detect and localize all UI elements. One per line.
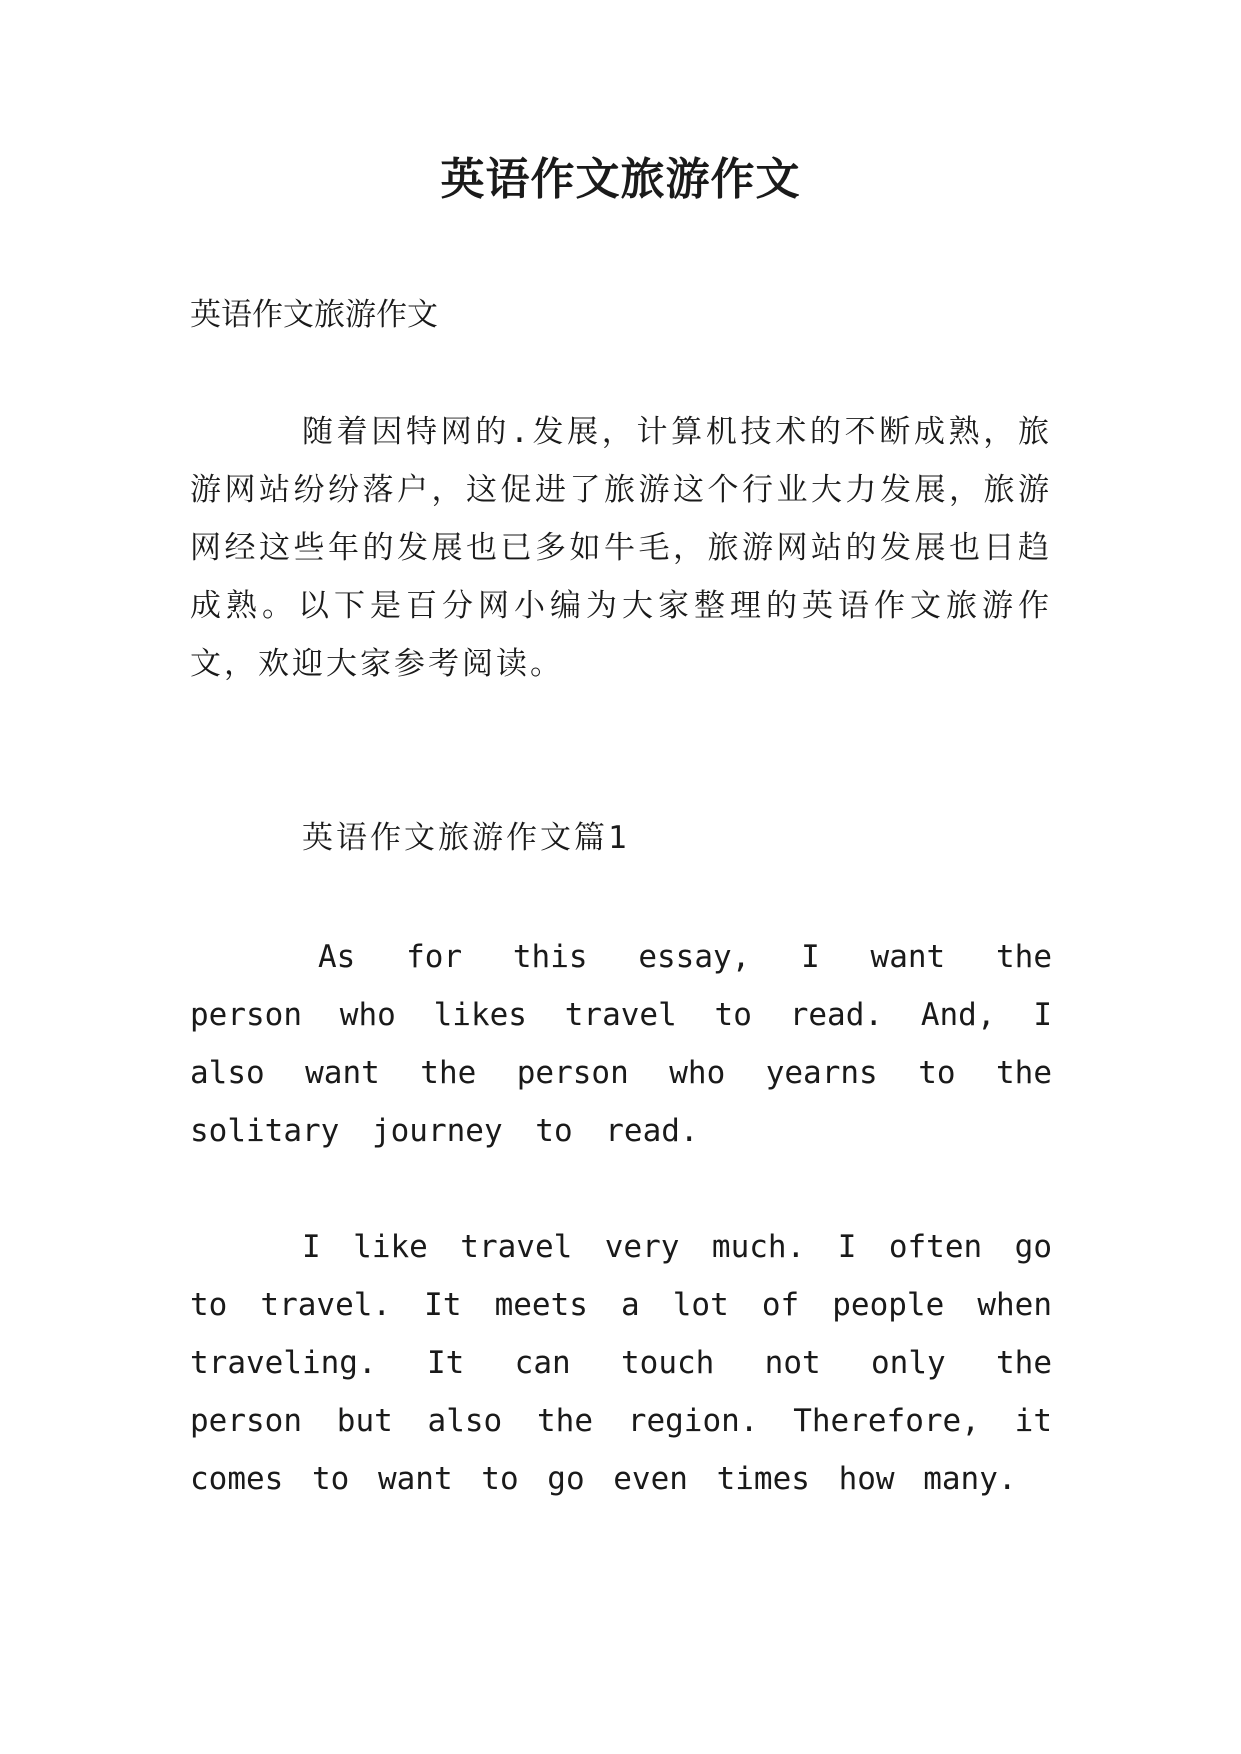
essay-paragraph-2: I like travel very much. I often go to travel. It meets a lot of people when traveling. It can touch not only the person but also the region. Therefore, it comes to want to go even times how many. [190, 1229, 1052, 1497]
essay-paragraph-1: As for this essay, I want the person who likes travel to read. And, I also want the person who yearns to the solitary journey to read. [190, 939, 1052, 1149]
document-subtitle: 英语作文旅游作文 [190, 297, 438, 333]
document-title: 英语作文旅游作文 [440, 154, 801, 205]
intro-paragraph: 随着因特网的.发展，计算机技术的不断成熟，旅游网站纷纷落户，这促进了旅游这个行业大力发展，旅游网经这些年的发展也已多如牛毛，旅游网站的发展也日趋成熟。以下是百分网小编为大家整理的英语作文旅游作文，欢迎大家参考阅读。 [190, 414, 1052, 682]
section-heading: 英语作文旅游作文篇1 [302, 820, 630, 856]
